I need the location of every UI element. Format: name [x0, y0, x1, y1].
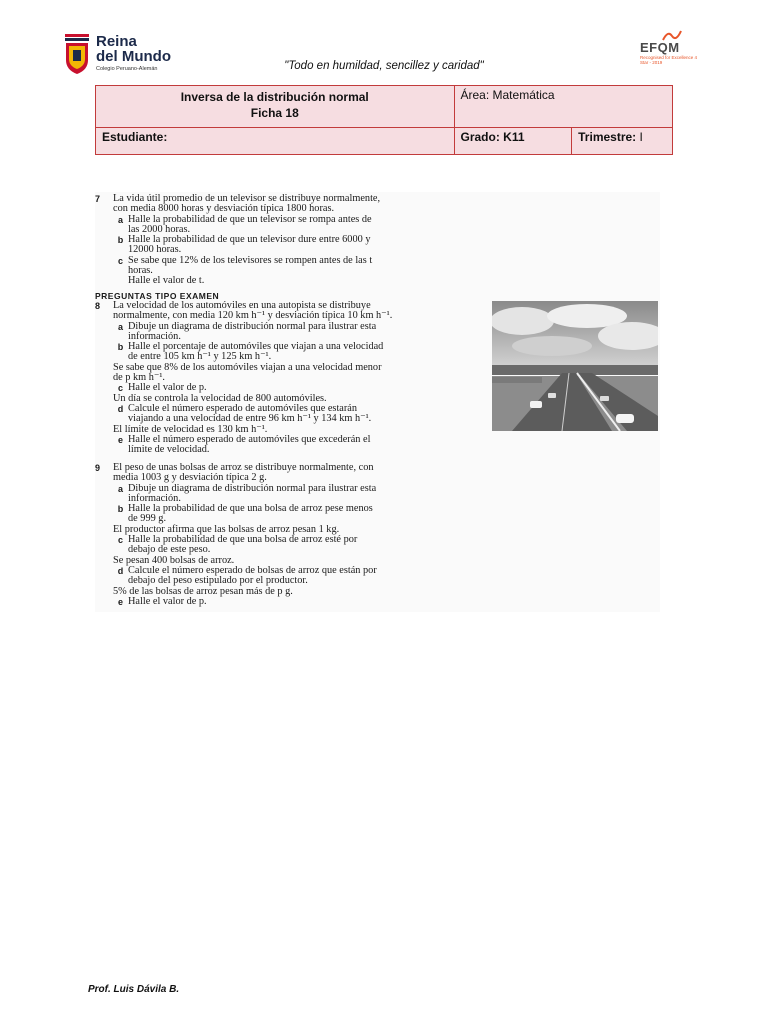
part-text: Halle el número esperado de automóviles que excederán el [128, 433, 371, 445]
worksheet-title [96, 86, 455, 128]
efqm-label: EFQM [640, 40, 680, 55]
question-stem-line: La velocidad de los automóviles en una autopista se distribuye [113, 300, 371, 311]
part-text: información. [128, 330, 181, 342]
question-8 [95, 301, 475, 455]
part-text: Halle el valor de t. [128, 275, 205, 287]
student-label: Estudiante: [96, 128, 455, 155]
part-text: 12000 horas. [128, 244, 182, 256]
part-letter: d [117, 565, 124, 576]
worksheet-title-line1: Inversa de la distribución normal [180, 90, 369, 104]
question-stem-line: media 1003 g y desviación típica 2 g. [113, 472, 267, 484]
part-text: Halle el porcentaje de automóviles que viajan a una velocidad [128, 341, 384, 353]
part-text: Calcule el número esperado de automóviles que estarán [128, 402, 358, 414]
part-letter: c [117, 383, 123, 394]
part-letter: d [117, 403, 124, 414]
question-stem-line: normalmente, con media 120 km h⁻¹ y desviación típica 10 km h⁻¹. [113, 310, 393, 322]
part-text: Halle la probabilidad de que un televisor dure entre 6000 y [128, 234, 371, 246]
part-text: de 999 g. [128, 513, 167, 525]
part-text: Halle el valor de p. [128, 382, 207, 394]
part-text: Dibuje un diagrama de distribución normal para ilustrar esta [128, 320, 377, 332]
school-subtitle: Colegio Peruano-Alemán [96, 66, 158, 72]
question-7 [95, 194, 495, 287]
part-text: las 2000 horas. [128, 223, 191, 235]
part-text: viajando a una velocidad de entre 96 km h⁻¹ y 134 km h⁻¹. [128, 413, 372, 425]
part-text: Calcule el número esperado de bolsas de arroz que están por [128, 564, 377, 576]
part-text: Halle la probabilidad de que un televisor se rompa antes de [128, 213, 372, 225]
term-value: I [639, 130, 643, 144]
question-number: 9 [95, 463, 101, 473]
worksheet-info-table [95, 85, 673, 155]
question-note: El productor afirma que las bolsas de arroz pesan 1 kg. [113, 523, 340, 535]
grade-label: Grado: K11 [454, 128, 572, 155]
term-label: Trimestre: [578, 130, 637, 144]
school-motto: "Todo en humildad, sencillez y caridad" [284, 60, 484, 72]
part-text: límite de velocidad. [128, 444, 210, 456]
school-name-line1: Reina [96, 33, 137, 50]
part-text: de entre 105 km h⁻¹ y 125 km h⁻¹. [128, 351, 272, 363]
part-letter: b [117, 504, 124, 515]
efqm-logo [640, 28, 704, 68]
part-text: información. [128, 492, 181, 504]
part-letter: b [117, 342, 124, 353]
part-text: debajo de este peso. [128, 544, 211, 556]
part-text: Halle la probabilidad de que una bolsa de arroz pese menos [128, 503, 373, 515]
part-text: Halle el valor de p. [128, 595, 207, 607]
question-stem-line: con media 8000 horas y desviación típica 1800 horas. [113, 203, 335, 215]
part-letter: b [117, 235, 124, 246]
part-text: Halle la probabilidad de que una bolsa de arroz esté por [128, 534, 358, 546]
part-letter: c [117, 535, 123, 546]
part-text: Se sabe que 12% de los televisores se rompen antes de las t [128, 254, 373, 266]
part-letter: c [117, 255, 123, 266]
teacher-signature: Prof. Luis Dávila B. [88, 984, 180, 995]
question-9 [95, 463, 475, 607]
question-stem-line: El peso de unas bolsas de arroz se distribuye normalmente, con [113, 462, 374, 473]
area-cell: Área: Matemática [454, 86, 673, 128]
school-name-line2: del Mundo [96, 48, 171, 65]
section-heading: PREGUNTAS TIPO EXAMEN [95, 291, 220, 301]
part-letter: a [117, 214, 123, 225]
question-note: de p km h⁻¹. [113, 372, 165, 384]
question-number: 8 [95, 301, 101, 311]
question-note: Un día se controla la velocidad de 800 automóviles. [113, 392, 327, 404]
part-letter: a [117, 321, 123, 332]
question-note: Se pesan 400 bolsas de arroz. [113, 554, 235, 566]
question-stem-line: La vida útil promedio de un televisor se distribuye normalmente, [113, 193, 381, 204]
term-cell [572, 128, 673, 155]
question-note: El límite de velocidad es 130 km h⁻¹. [113, 423, 268, 435]
part-text: horas. [128, 265, 153, 277]
question-note: Se sabe que 8% de los automóviles viajan a una velocidad menor [113, 361, 382, 373]
part-letter: e [117, 434, 123, 445]
question-note: 5% de las bolsas de arroz pesan más de p g. [113, 585, 293, 597]
part-letter: a [117, 483, 123, 494]
efqm-subtitle: Recognised for Excellence 4 Star - 2019 [640, 55, 698, 66]
worksheet-title-line2: Ficha 18 [250, 106, 299, 120]
highway-photo [492, 301, 658, 431]
question-number: 7 [95, 194, 101, 204]
part-text: Dibuje un diagrama de distribución normal para ilustrar esta [128, 482, 377, 494]
part-text: debajo del peso estipulado por el productor. [128, 575, 308, 587]
part-letter: e [117, 596, 123, 607]
